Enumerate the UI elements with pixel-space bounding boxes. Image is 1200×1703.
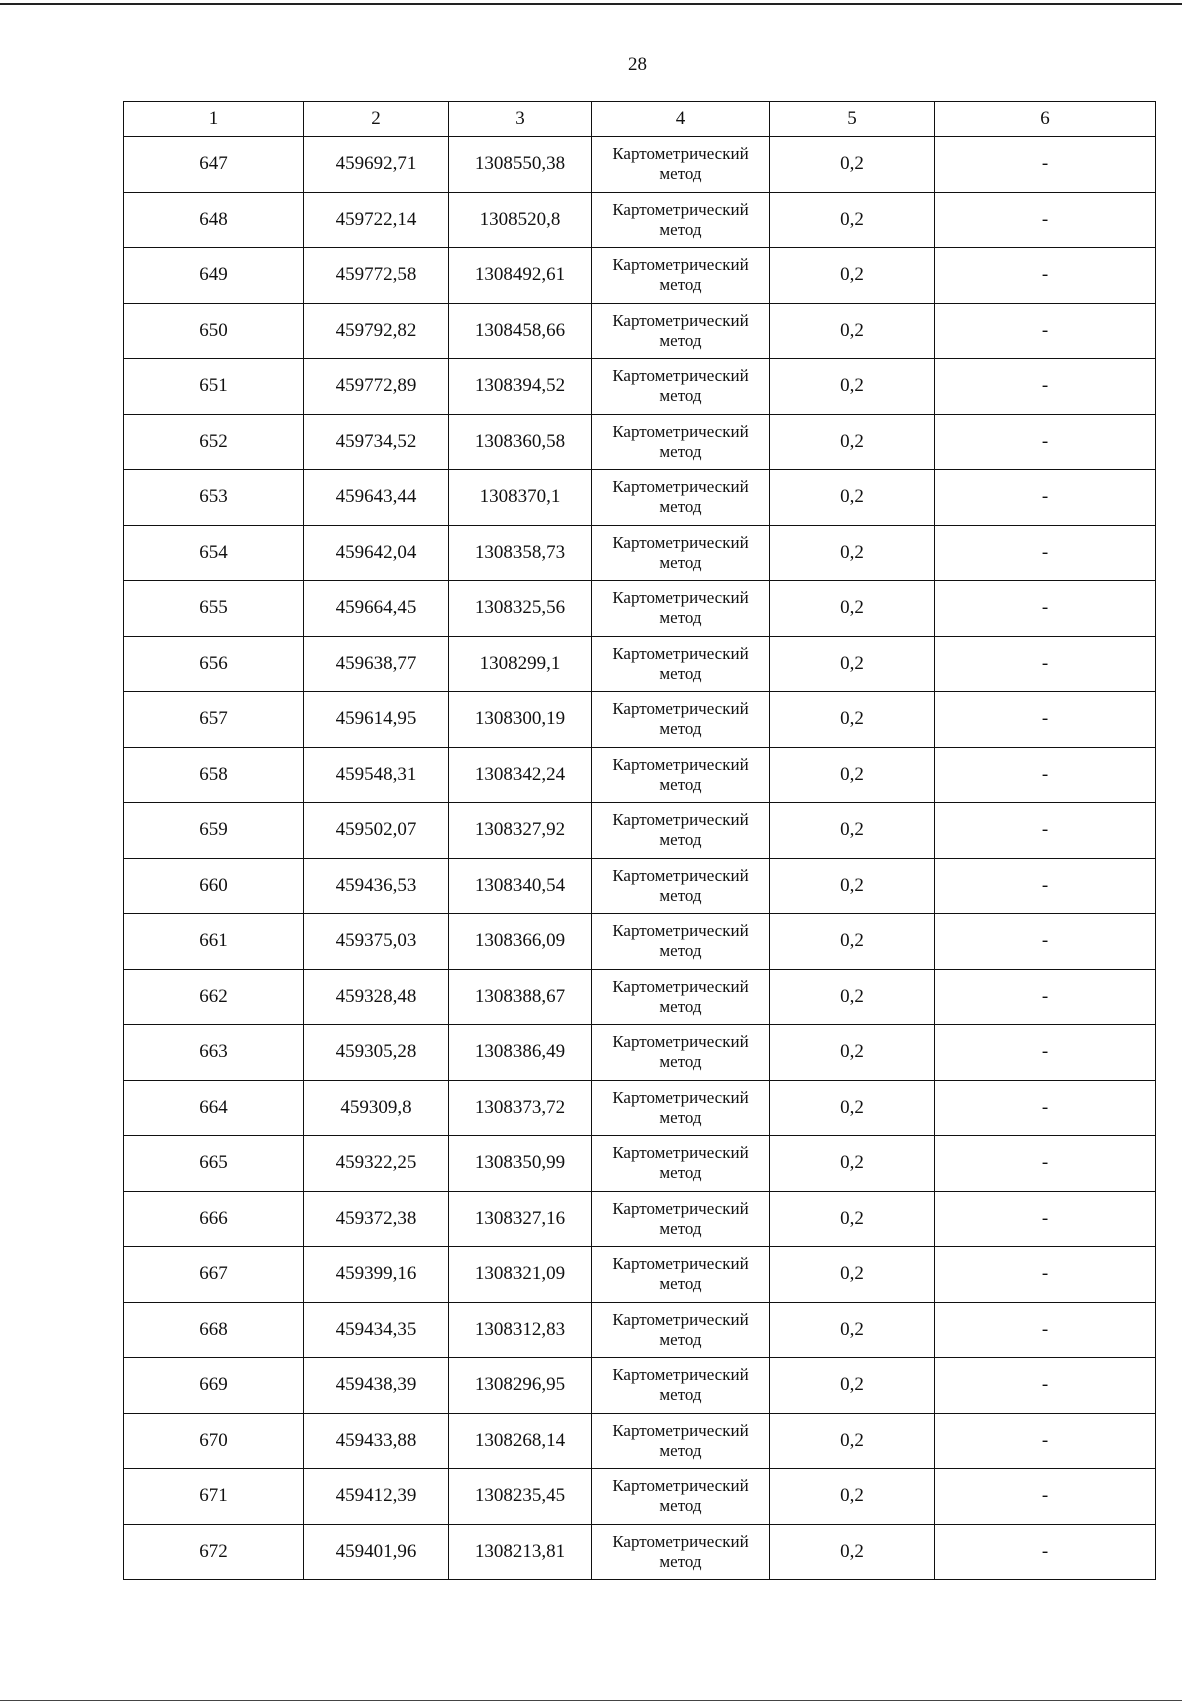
accuracy-cell: 0,2 [770,470,935,526]
table-row [124,248,1156,304]
method-line-1: Картометрический [612,532,749,552]
method-line-1: Картометрический [612,421,749,441]
page-number: 28 [628,54,647,75]
y-coordinate-cell: 1308360,58 [449,414,592,470]
note-cell: - [935,1025,1156,1081]
table-row [124,1413,1156,1469]
method-line-2: метод [659,1107,702,1127]
method-line-1: Картометрический [612,1309,749,1329]
method-cell [592,1524,770,1580]
accuracy-cell: 0,2 [770,1358,935,1414]
method-line-2: метод [659,1052,702,1072]
y-coordinate-cell: 1308235,45 [449,1469,592,1525]
method-line-1: Картометрический [612,255,749,275]
method-cell [592,1469,770,1525]
bottom-rule [0,1700,1182,1701]
point-number-cell: 659 [124,803,304,859]
accuracy-cell: 0,2 [770,858,935,914]
table-row [124,858,1156,914]
point-number-cell: 671 [124,1469,304,1525]
point-number-cell: 662 [124,969,304,1025]
note-cell: - [935,303,1156,359]
method-line-2: метод [659,774,702,794]
table-row [124,414,1156,470]
table-row [124,1191,1156,1247]
x-coordinate-cell: 459328,48 [304,969,449,1025]
method-line-1: Картометрический [612,144,749,164]
point-number-cell: 661 [124,914,304,970]
header-row [124,102,1156,137]
method-cell [592,1247,770,1303]
column-header-2: 2 [304,102,449,137]
method-line-2: метод [659,330,702,350]
method-cell [592,1136,770,1192]
note-cell: - [935,414,1156,470]
method-cell [592,636,770,692]
note-cell: - [935,1302,1156,1358]
note-cell: - [935,969,1156,1025]
method-line-1: Картометрический [612,1087,749,1107]
method-cell [592,969,770,1025]
x-coordinate-cell: 459322,25 [304,1136,449,1192]
table-row [124,525,1156,581]
method-line-2: метод [659,275,702,295]
accuracy-cell: 0,2 [770,1136,935,1192]
method-cell [592,414,770,470]
table-row [124,359,1156,415]
point-number-cell: 654 [124,525,304,581]
method-line-2: метод [659,1218,702,1238]
y-coordinate-cell: 1308327,92 [449,803,592,859]
note-cell: - [935,525,1156,581]
point-number-cell: 672 [124,1524,304,1580]
coordinates-table [123,101,1156,1580]
y-coordinate-cell: 1308312,83 [449,1302,592,1358]
note-cell: - [935,1080,1156,1136]
accuracy-cell: 0,2 [770,747,935,803]
point-number-cell: 657 [124,692,304,748]
method-cell [592,192,770,248]
y-coordinate-cell: 1308358,73 [449,525,592,581]
method-line-1: Картометрический [612,1143,749,1163]
note-cell: - [935,636,1156,692]
method-line-1: Картометрический [612,865,749,885]
accuracy-cell: 0,2 [770,1191,935,1247]
method-line-2: метод [659,1385,702,1405]
method-line-1: Картометрический [612,810,749,830]
table-row [124,137,1156,193]
method-line-1: Картометрический [612,1198,749,1218]
x-coordinate-cell: 459734,52 [304,414,449,470]
y-coordinate-cell: 1308299,1 [449,636,592,692]
method-line-2: метод [659,219,702,239]
accuracy-cell: 0,2 [770,581,935,637]
accuracy-cell: 0,2 [770,914,935,970]
point-number-cell: 663 [124,1025,304,1081]
note-cell: - [935,137,1156,193]
note-cell: - [935,1358,1156,1414]
note-cell: - [935,858,1156,914]
table-row [124,1247,1156,1303]
x-coordinate-cell: 459548,31 [304,747,449,803]
point-number-cell: 670 [124,1413,304,1469]
note-cell: - [935,692,1156,748]
method-line-2: метод [659,941,702,961]
y-coordinate-cell: 1308327,16 [449,1191,592,1247]
x-coordinate-cell: 459309,8 [304,1080,449,1136]
method-line-2: метод [659,1440,702,1460]
y-coordinate-cell: 1308386,49 [449,1025,592,1081]
point-number-cell: 665 [124,1136,304,1192]
x-coordinate-cell: 459438,39 [304,1358,449,1414]
method-line-2: метод [659,1163,702,1183]
y-coordinate-cell: 1308213,81 [449,1524,592,1580]
method-cell [592,1413,770,1469]
accuracy-cell: 0,2 [770,1080,935,1136]
x-coordinate-cell: 459638,77 [304,636,449,692]
point-number-cell: 647 [124,137,304,193]
method-line-2: метод [659,441,702,461]
method-cell [592,803,770,859]
top-rule [0,3,1182,5]
method-line-2: метод [659,1274,702,1294]
point-number-cell: 651 [124,359,304,415]
accuracy-cell: 0,2 [770,192,935,248]
y-coordinate-cell: 1308373,72 [449,1080,592,1136]
method-line-1: Картометрический [612,366,749,386]
accuracy-cell: 0,2 [770,692,935,748]
accuracy-cell: 0,2 [770,803,935,859]
y-coordinate-cell: 1308492,61 [449,248,592,304]
table-body [124,137,1156,1580]
y-coordinate-cell: 1308520,8 [449,192,592,248]
method-cell [592,248,770,304]
method-line-1: Картометрический [612,921,749,941]
y-coordinate-cell: 1308340,54 [449,858,592,914]
method-line-1: Картометрический [612,643,749,663]
method-cell [592,692,770,748]
x-coordinate-cell: 459305,28 [304,1025,449,1081]
accuracy-cell: 0,2 [770,1524,935,1580]
x-coordinate-cell: 459502,07 [304,803,449,859]
point-number-cell: 653 [124,470,304,526]
y-coordinate-cell: 1308325,56 [449,581,592,637]
method-cell [592,525,770,581]
x-coordinate-cell: 459434,35 [304,1302,449,1358]
note-cell: - [935,747,1156,803]
y-coordinate-cell: 1308321,09 [449,1247,592,1303]
accuracy-cell: 0,2 [770,137,935,193]
table-row [124,1302,1156,1358]
method-cell [592,747,770,803]
point-number-cell: 658 [124,747,304,803]
method-cell [592,303,770,359]
accuracy-cell: 0,2 [770,414,935,470]
table-row [124,636,1156,692]
table-row [124,1136,1156,1192]
accuracy-cell: 0,2 [770,636,935,692]
table-row [124,692,1156,748]
method-line-1: Картометрический [612,1420,749,1440]
column-header-1: 1 [124,102,304,137]
method-line-1: Картометрический [612,1032,749,1052]
method-cell [592,1358,770,1414]
method-cell [592,137,770,193]
point-number-cell: 668 [124,1302,304,1358]
column-header-6: 6 [935,102,1156,137]
point-number-cell: 667 [124,1247,304,1303]
note-cell: - [935,192,1156,248]
y-coordinate-cell: 1308342,24 [449,747,592,803]
point-number-cell: 652 [124,414,304,470]
note-cell: - [935,1524,1156,1580]
method-cell [592,1191,770,1247]
table-row [124,1358,1156,1414]
point-number-cell: 649 [124,248,304,304]
method-line-2: метод [659,497,702,517]
y-coordinate-cell: 1308268,14 [449,1413,592,1469]
table-row [124,1080,1156,1136]
method-line-1: Картометрический [612,1476,749,1496]
y-coordinate-cell: 1308550,38 [449,137,592,193]
method-line-1: Картометрический [612,1531,749,1551]
method-cell [592,1080,770,1136]
x-coordinate-cell: 459664,45 [304,581,449,637]
accuracy-cell: 0,2 [770,969,935,1025]
method-line-2: метод [659,164,702,184]
point-number-cell: 648 [124,192,304,248]
method-line-1: Картометрический [612,699,749,719]
accuracy-cell: 0,2 [770,248,935,304]
x-coordinate-cell: 459722,14 [304,192,449,248]
column-header-5: 5 [770,102,935,137]
method-line-1: Картометрический [612,588,749,608]
note-cell: - [935,581,1156,637]
method-cell [592,1025,770,1081]
y-coordinate-cell: 1308366,09 [449,914,592,970]
method-cell [592,359,770,415]
note-cell: - [935,1413,1156,1469]
method-cell [592,581,770,637]
column-header-4: 4 [592,102,770,137]
method-line-2: метод [659,386,702,406]
accuracy-cell: 0,2 [770,303,935,359]
method-line-2: метод [659,885,702,905]
x-coordinate-cell: 459772,89 [304,359,449,415]
point-number-cell: 666 [124,1191,304,1247]
y-coordinate-cell: 1308300,19 [449,692,592,748]
point-number-cell: 669 [124,1358,304,1414]
method-line-2: метод [659,1551,702,1571]
note-cell: - [935,359,1156,415]
x-coordinate-cell: 459375,03 [304,914,449,970]
y-coordinate-cell: 1308388,67 [449,969,592,1025]
x-coordinate-cell: 459643,44 [304,470,449,526]
note-cell: - [935,248,1156,304]
accuracy-cell: 0,2 [770,525,935,581]
table-row [124,1025,1156,1081]
accuracy-cell: 0,2 [770,1302,935,1358]
point-number-cell: 655 [124,581,304,637]
x-coordinate-cell: 459436,53 [304,858,449,914]
table-row [124,470,1156,526]
point-number-cell: 650 [124,303,304,359]
note-cell: - [935,1191,1156,1247]
accuracy-cell: 0,2 [770,1469,935,1525]
method-line-1: Картометрический [612,1365,749,1385]
method-line-1: Картометрический [612,754,749,774]
note-cell: - [935,914,1156,970]
x-coordinate-cell: 459433,88 [304,1413,449,1469]
method-line-1: Картометрический [612,199,749,219]
method-line-2: метод [659,1496,702,1516]
method-line-2: метод [659,1329,702,1349]
x-coordinate-cell: 459772,58 [304,248,449,304]
y-coordinate-cell: 1308350,99 [449,1136,592,1192]
table-row [124,1524,1156,1580]
method-line-2: метод [659,552,702,572]
method-line-1: Картометрический [612,310,749,330]
x-coordinate-cell: 459792,82 [304,303,449,359]
x-coordinate-cell: 459642,04 [304,525,449,581]
table-row [124,747,1156,803]
x-coordinate-cell: 459399,16 [304,1247,449,1303]
method-line-1: Картометрический [612,1254,749,1274]
method-line-2: метод [659,996,702,1016]
method-cell [592,914,770,970]
x-coordinate-cell: 459614,95 [304,692,449,748]
point-number-cell: 660 [124,858,304,914]
note-cell: - [935,1469,1156,1525]
accuracy-cell: 0,2 [770,1247,935,1303]
note-cell: - [935,803,1156,859]
method-line-2: метод [659,663,702,683]
method-cell [592,1302,770,1358]
table-row [124,303,1156,359]
point-number-cell: 664 [124,1080,304,1136]
method-cell [592,470,770,526]
note-cell: - [935,1136,1156,1192]
table-row [124,1469,1156,1525]
method-line-2: метод [659,608,702,628]
accuracy-cell: 0,2 [770,1025,935,1081]
note-cell: - [935,470,1156,526]
method-line-2: метод [659,830,702,850]
x-coordinate-cell: 459401,96 [304,1524,449,1580]
table-row [124,192,1156,248]
table-row [124,581,1156,637]
y-coordinate-cell: 1308458,66 [449,303,592,359]
column-header-3: 3 [449,102,592,137]
y-coordinate-cell: 1308370,1 [449,470,592,526]
method-line-1: Картометрический [612,477,749,497]
x-coordinate-cell: 459412,39 [304,1469,449,1525]
method-line-1: Картометрический [612,976,749,996]
y-coordinate-cell: 1308296,95 [449,1358,592,1414]
table-header [124,102,1156,137]
table-row [124,969,1156,1025]
method-line-2: метод [659,719,702,739]
method-cell [592,858,770,914]
accuracy-cell: 0,2 [770,1413,935,1469]
table-row [124,803,1156,859]
x-coordinate-cell: 459372,38 [304,1191,449,1247]
x-coordinate-cell: 459692,71 [304,137,449,193]
y-coordinate-cell: 1308394,52 [449,359,592,415]
table-row [124,914,1156,970]
note-cell: - [935,1247,1156,1303]
accuracy-cell: 0,2 [770,359,935,415]
point-number-cell: 656 [124,636,304,692]
